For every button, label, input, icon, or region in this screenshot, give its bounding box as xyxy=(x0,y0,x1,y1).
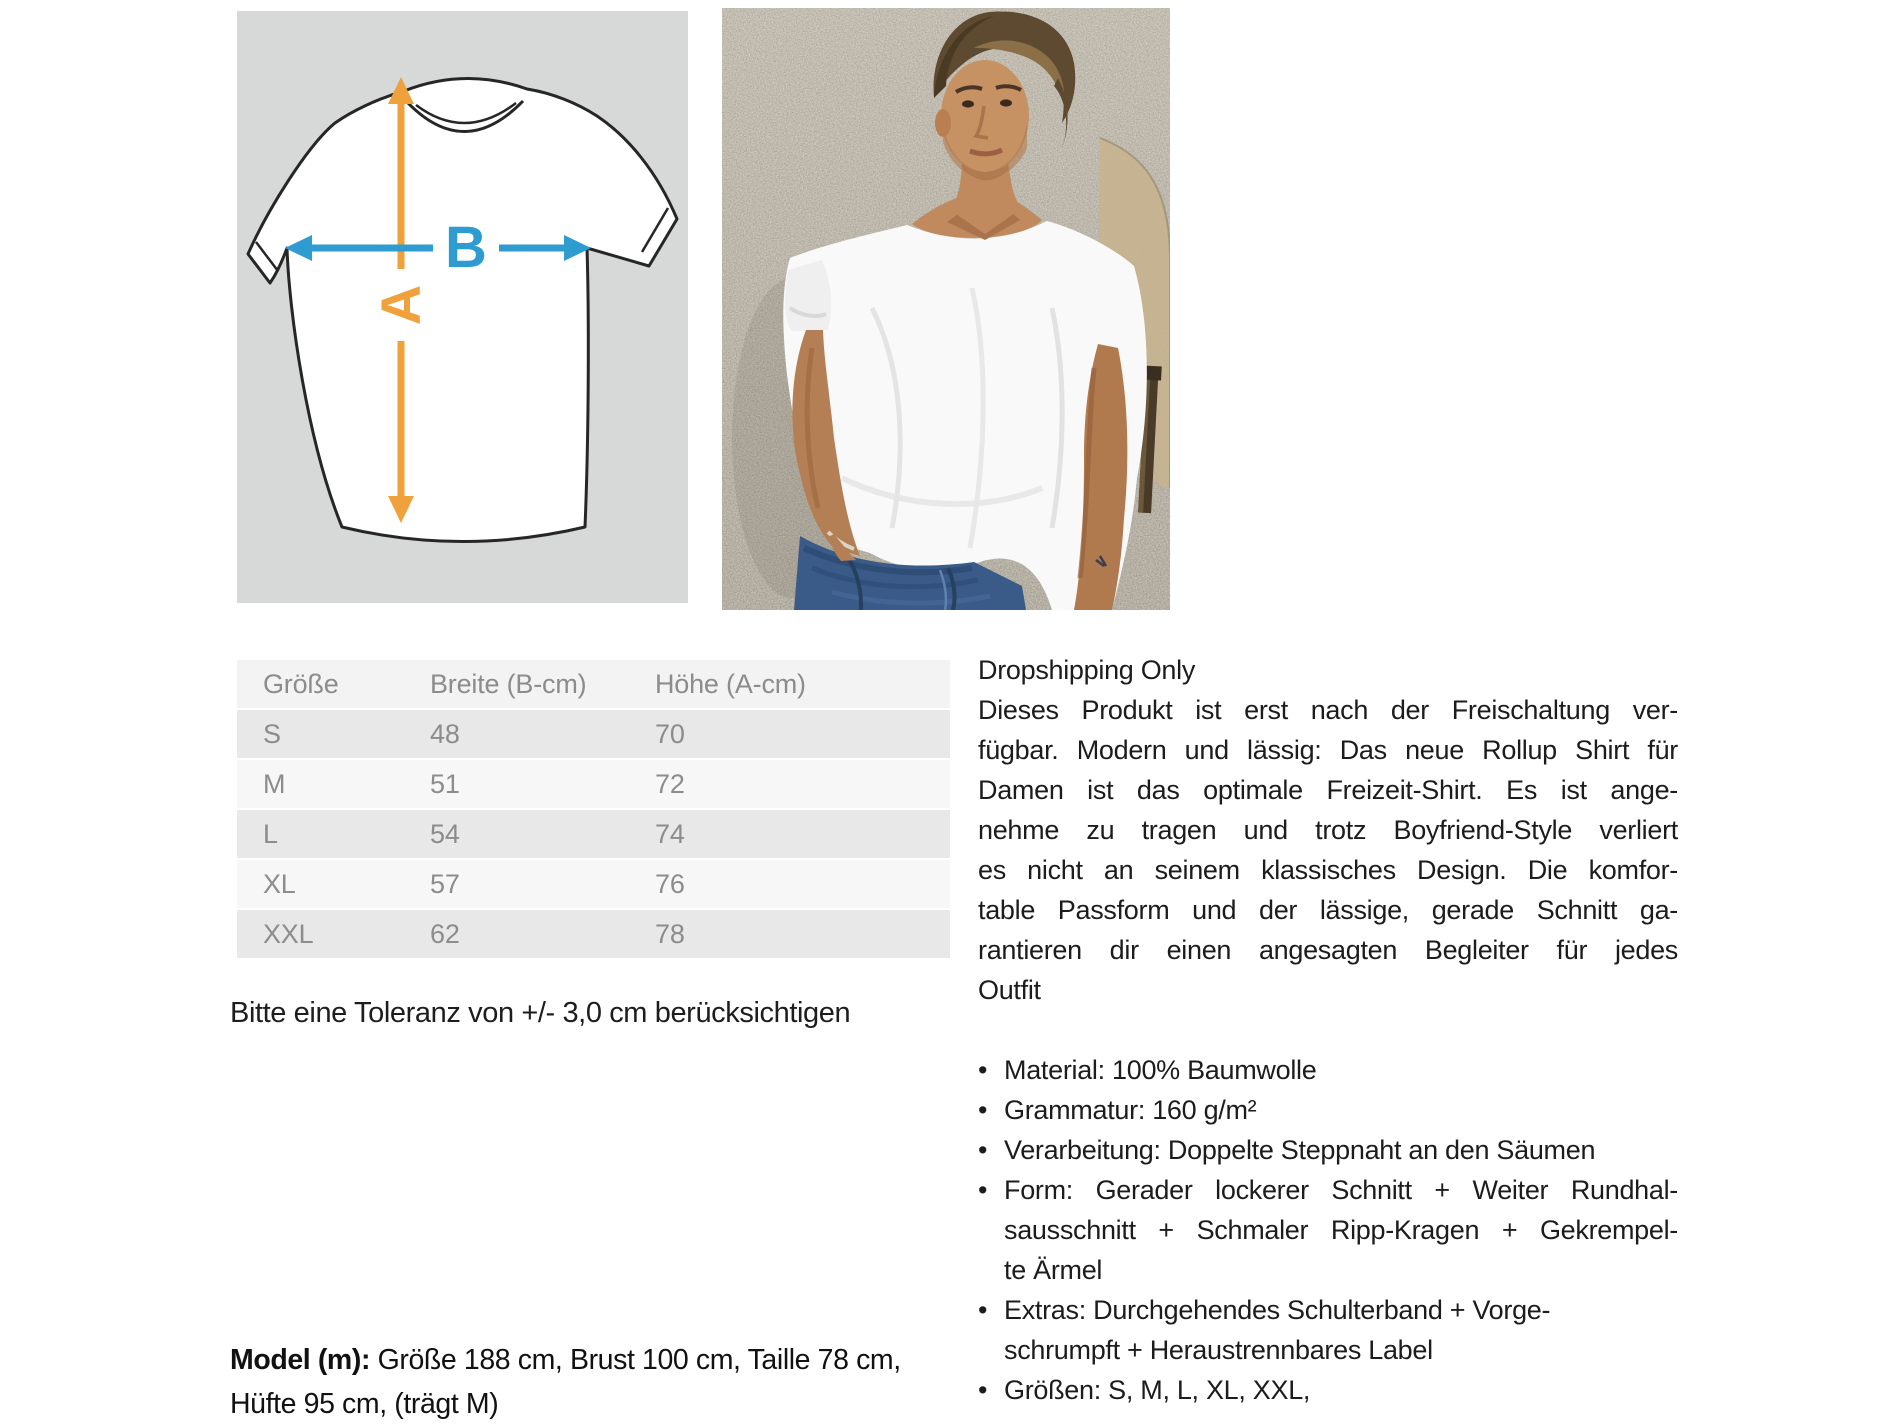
model-info-label: Model (m): xyxy=(230,1344,371,1376)
bullet-icon: • xyxy=(978,1175,988,1205)
hoehe-cell: 74 xyxy=(655,818,685,849)
model-photo-illustration xyxy=(722,8,1170,610)
description-line: table Passform und der lässige, gerade Schnitt ga- xyxy=(978,895,1678,925)
model-info-measurements: Größe 188 cm, Brust 100 cm, Taille 78 cm, xyxy=(370,1344,901,1376)
spec-text: Größen: S, M, L, XL, XXL, xyxy=(1004,1375,1311,1405)
bullet-icon: • xyxy=(978,1295,988,1325)
spec-item-extras xyxy=(978,1290,1678,1370)
model-photo xyxy=(722,8,1170,610)
spec-text: te Ärmel xyxy=(1004,1255,1103,1285)
bullet-icon: • xyxy=(978,1135,988,1165)
table-row xyxy=(237,860,950,908)
hoehe-cell: 78 xyxy=(655,918,685,949)
spec-item-form xyxy=(978,1170,1678,1290)
bullet-icon: • xyxy=(978,1375,988,1405)
size-cell: XL xyxy=(263,868,296,899)
table-row xyxy=(237,760,950,808)
hoehe-cell: 70 xyxy=(655,718,685,749)
spec-item-grammatur xyxy=(978,1090,1678,1130)
size-cell: L xyxy=(263,818,278,849)
description-line: Dieses Produkt ist erst nach der Freischaltung ver- xyxy=(978,695,1678,725)
breite-cell: 62 xyxy=(430,918,460,949)
spec-text: Material: 100% Baumwolle xyxy=(1004,1055,1317,1085)
measure-label-b: B xyxy=(445,215,487,280)
hoehe-cell: 72 xyxy=(655,768,685,799)
spec-text: schrumpft + Heraustrennbares Label xyxy=(1004,1335,1433,1365)
description-title: Dropshipping Only xyxy=(978,655,1196,685)
size-table xyxy=(237,660,950,958)
spec-text: Extras: Durchgehendes Schulterband + Vorge- xyxy=(1004,1295,1551,1325)
measure-label-a: A xyxy=(369,284,432,326)
col-header-breite: Breite (B-cm) xyxy=(430,668,587,699)
size-cell: S xyxy=(263,718,281,749)
col-header-hoehe: Höhe (A-cm) xyxy=(655,668,806,699)
spec-item-groessen xyxy=(978,1370,1678,1410)
size-table-header-row xyxy=(237,660,950,708)
table-row xyxy=(237,910,950,958)
breite-cell: 54 xyxy=(430,818,460,849)
model-info-line1 xyxy=(230,1338,990,1382)
bullet-icon: • xyxy=(978,1095,988,1125)
spec-item-verarbeitung xyxy=(978,1130,1678,1170)
col-header-groesse: Größe xyxy=(263,668,339,699)
product-description xyxy=(978,650,1678,1410)
tolerance-note: Bitte eine Toleranz von +/- 3,0 cm berücksichtigen xyxy=(230,997,851,1029)
model-info-line2: Hüfte 95 cm, (trägt M) xyxy=(230,1388,499,1420)
size-cell: XXL xyxy=(263,918,314,949)
description-line: Outfit xyxy=(978,975,1041,1005)
breite-cell: 57 xyxy=(430,868,460,899)
size-diagram-panel xyxy=(237,11,688,603)
spec-text: sausschnitt + Schmaler Ripp-Kragen + Gekrempel- xyxy=(1004,1215,1678,1245)
spec-text: Verarbeitung: Doppelte Steppnaht an den Säumen xyxy=(1004,1135,1596,1165)
hoehe-cell: 76 xyxy=(655,868,685,899)
spec-item-material xyxy=(978,1050,1678,1090)
description-line: nehme zu tragen und trotz Boyfriend-Style verliert xyxy=(978,815,1678,845)
breite-cell: 51 xyxy=(430,768,460,799)
description-line: rantieren dir einen angesagten Begleiter für jedes xyxy=(978,935,1678,965)
table-row xyxy=(237,810,950,858)
description-line: es nicht an seinem klassisches Design. Die komfor- xyxy=(978,855,1678,885)
description-line: Damen ist das optimale Freizeit-Shirt. Es ist ange- xyxy=(978,775,1678,805)
tshirt-measurement-diagram-icon xyxy=(237,11,688,603)
bullet-icon: • xyxy=(978,1055,988,1085)
model-info xyxy=(230,1338,990,1426)
spec-text: Grammatur: 160 g/m² xyxy=(1004,1095,1257,1125)
size-cell: M xyxy=(263,768,286,799)
description-line: fügbar. Modern und lässig: Das neue Rollup Shirt für xyxy=(978,735,1678,765)
breite-cell: 48 xyxy=(430,718,460,749)
spec-text: Form: Gerader lockerer Schnitt + Weiter Rundhal- xyxy=(1004,1175,1678,1205)
table-row xyxy=(237,710,950,758)
